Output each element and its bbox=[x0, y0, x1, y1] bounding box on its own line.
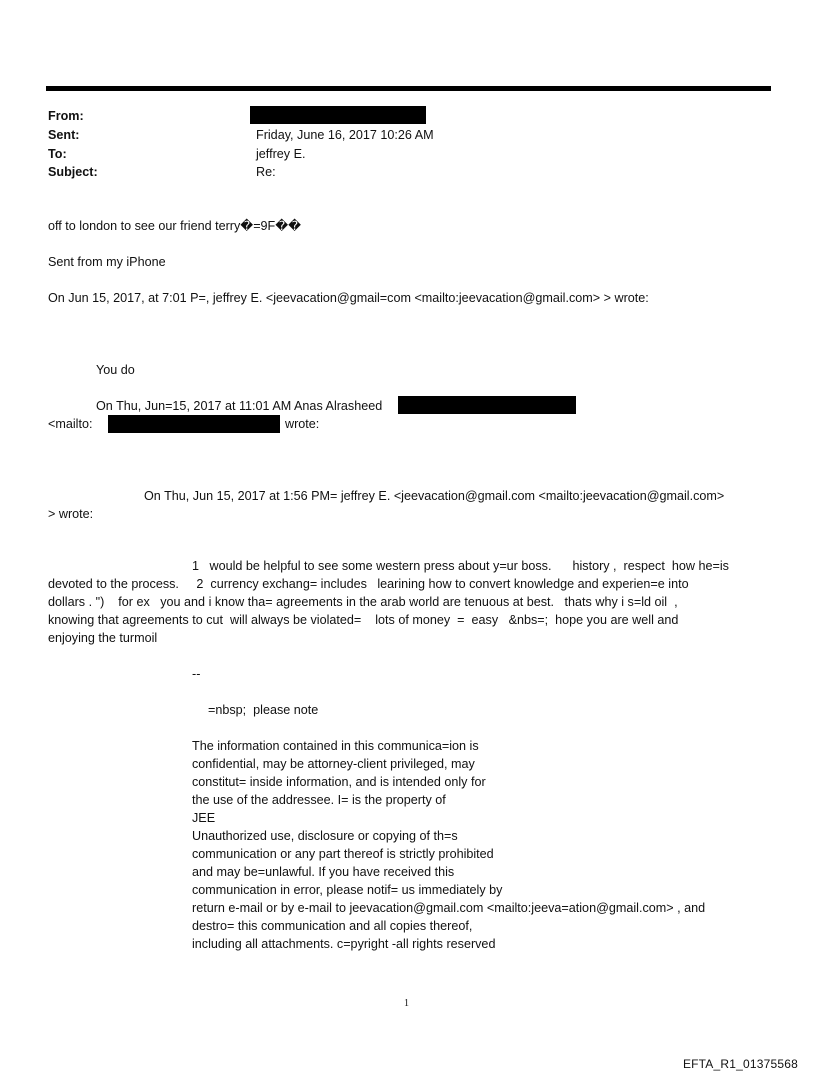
to-value: jeffrey E. bbox=[256, 147, 306, 161]
disclaimer-line: including all attachments. c=pyright -all rights reserved bbox=[192, 937, 496, 951]
to-label: To: bbox=[48, 147, 67, 161]
body-line: Sent from my iPhone bbox=[48, 255, 166, 269]
disclaimer-line: return e-mail or by e-mail to jeevacation@gmail.com <mailto:jeeva=ation@gmail.com> , and bbox=[192, 901, 706, 915]
disclaimer-line: the use of the addressee. I= is the property of bbox=[192, 793, 446, 807]
redaction-sender-email bbox=[398, 396, 576, 414]
disclaimer-line: and may be=unlawful. If you have received this bbox=[192, 865, 455, 879]
disclaimer-line: confidential, may be attorney-client privileged, may bbox=[192, 757, 475, 771]
document-id: EFTA_R1_01375568 bbox=[682, 1057, 798, 1071]
body-line: <mailto: bbox=[48, 417, 93, 431]
body-line: knowing that agreements to cut will always be violated= lots of money = easy &nbs=; hope you are well and bbox=[48, 613, 679, 627]
sent-value: Friday, June 16, 2017 10:26 AM bbox=[256, 128, 434, 142]
body-line: 1 would be helpful to see some western press about y=ur boss. history , respect how he=is bbox=[192, 559, 729, 573]
from-label: From: bbox=[48, 109, 84, 123]
disclaimer-line: communication in error, please notif= us immediately by bbox=[192, 883, 503, 897]
disclaimer-line: JEE bbox=[192, 811, 216, 825]
subject-value: Re: bbox=[256, 165, 276, 179]
disclaimer-line: constitut= inside information, and is intended only for bbox=[192, 775, 486, 789]
disclaimer-line: destro= this communication and all copies thereof, bbox=[192, 919, 473, 933]
disclaimer-line: The information contained in this communica=ion is bbox=[192, 739, 479, 753]
signature-dash: -- bbox=[192, 667, 201, 681]
redaction-from bbox=[250, 106, 426, 124]
page-number: 1 bbox=[404, 998, 409, 1009]
subject-label: Subject: bbox=[48, 165, 98, 179]
body-line: wrote: bbox=[285, 417, 320, 431]
body-line: On Thu, Jun=15, 2017 at 11:01 AM Anas Alrasheed bbox=[96, 399, 383, 413]
body-line: On Thu, Jun 15, 2017 at 1:56 PM= jeffrey E. <jeevacation@gmail.com <mailto:jeevacation@gmail.com> bbox=[144, 489, 725, 503]
body-line: > wrote: bbox=[48, 507, 94, 521]
signature-note: =nbsp; please note bbox=[208, 703, 319, 717]
body-line: dollars . ") for ex you and i know tha= agreements in the arab world are tenuous at best. thats why i s=ld oil , bbox=[48, 595, 678, 609]
redaction-mailto bbox=[108, 415, 280, 433]
body-line: off to london to see our friend terry�=9F�� bbox=[48, 219, 302, 233]
disclaimer-line: Unauthorized use, disclosure or copying of th=s bbox=[192, 829, 458, 843]
body-line: devoted to the process. 2 currency exchang= includes learining how to convert knowledge and experien=e into bbox=[48, 577, 689, 591]
body-line: On Jun 15, 2017, at 7:01 P=, jeffrey E. <jeevacation@gmail=com <mailto:jeevacation@gmail.com> > wrote: bbox=[48, 291, 649, 305]
body-line: You do bbox=[96, 363, 135, 377]
sent-label: Sent: bbox=[48, 128, 80, 142]
disclaimer-line: communication or any part thereof is strictly prohibited bbox=[192, 847, 494, 861]
header-rule bbox=[46, 86, 771, 91]
body-line: enjoying the turmoil bbox=[48, 631, 158, 645]
